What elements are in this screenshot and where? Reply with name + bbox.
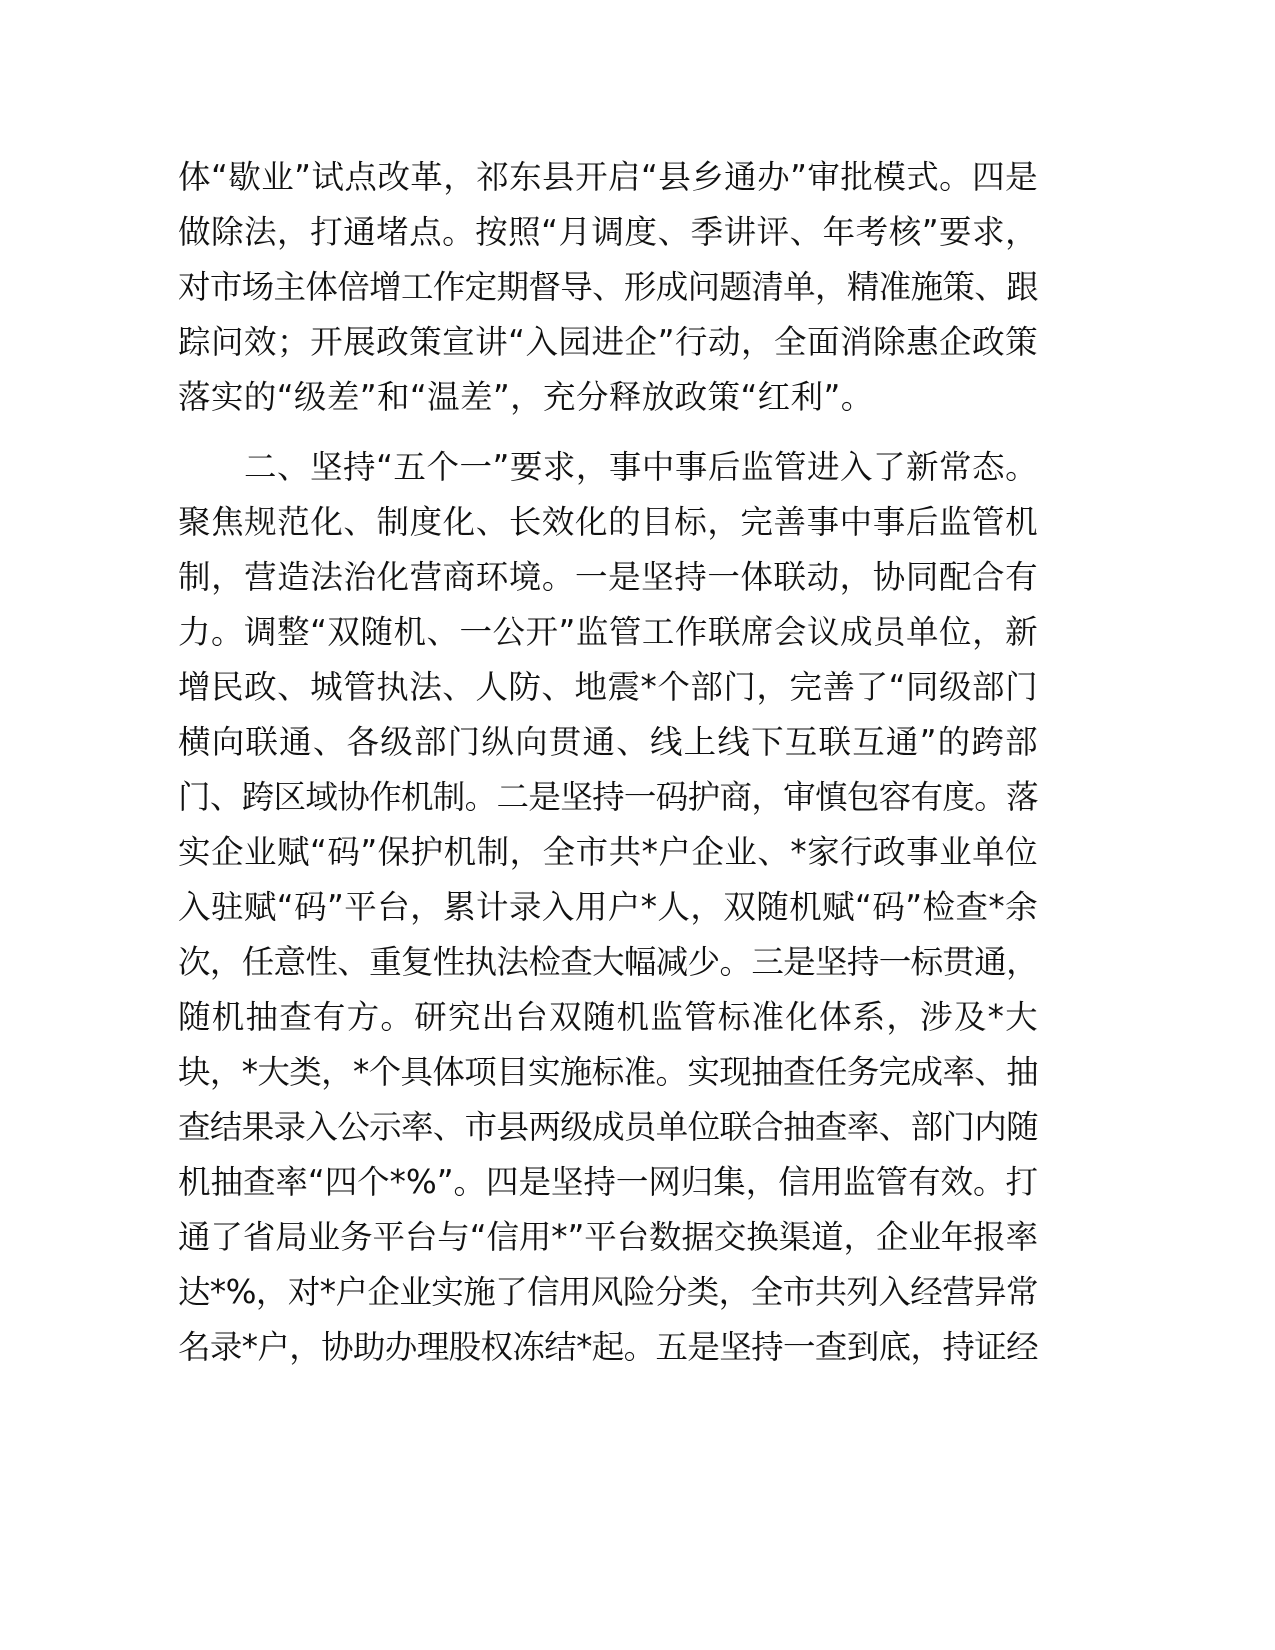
paragraph-2-line: 制，营造法治化营商环境。一是坚持一体联动，协同配合有 [178, 558, 1038, 596]
paragraph-2-line: 聚焦规范化、制度化、长效化的目标，完善事中事后监管机 [178, 503, 1038, 541]
paragraph-2-line: 查结果录入公示率、市县两级成员单位联合抽查率、部门内随 [178, 1108, 1038, 1146]
paragraph-2-line: 达*%，对*户企业实施了信用风险分类，全市共列入经营异常 [178, 1273, 1038, 1311]
paragraph-1-line: 落实的“级差”和“温差”，充分释放政策“红利”。 [178, 378, 874, 416]
paragraph-2-line: 横向联通、各级部门纵向贯通、线上线下互联互通”的跨部 [178, 723, 1038, 761]
paragraph-1-line: 体“歇业”试点改革，祁东县开启“县乡通办”审批模式。四是 [178, 158, 1038, 196]
paragraph-2-line: 机抽查率“四个*%”。四是坚持一网归集，信用监管有效。打 [178, 1163, 1038, 1201]
paragraph-2-line: 入驻赋“码”平台，累计录入用户*人，双随机赋“码”检查*余 [178, 888, 1038, 926]
paragraph-1-line: 踪问效；开展政策宣讲“入园进企”行动，全面消除惠企政策 [178, 323, 1038, 361]
paragraph-2-line: 实企业赋“码”保护机制，全市共*户企业、*家行政事业单位 [178, 833, 1038, 871]
paragraph-2-line: 通了省局业务平台与“信用*”平台数据交换渠道，企业年报率 [178, 1218, 1039, 1256]
paragraph-2-line: 次，任意性、重复性执法检查大幅减少。三是坚持一标贯通， [178, 943, 1038, 981]
paragraph-1-line: 做除法，打通堵点。按照“月调度、季讲评、年考核”要求， [178, 213, 1038, 251]
paragraph-2-heading-line: 二、坚持“五个一”要求，事中事后监管进入了新常态。 [244, 448, 1038, 486]
paragraph-1-line: 对市场主体倍增工作定期督导、形成问题清单，精准施策、跟 [178, 268, 1038, 306]
paragraph-2-line: 门、跨区域协作机制。二是坚持一码护商，审慎包容有度。落 [178, 778, 1038, 816]
paragraph-2 [178, 440, 1038, 1375]
paragraph-2-line: 名录*户，协助办理股权冻结*起。五是坚持一查到底，持证经 [178, 1328, 1038, 1366]
paragraph-2-line: 随机抽查有方。研究出台双随机监管标准化体系，涉及*大 [178, 998, 1038, 1036]
paragraph-2-line: 力。调整“双随机、一公开”监管工作联席会议成员单位，新 [178, 613, 1038, 651]
paragraph-1 [178, 150, 1038, 425]
paragraph-2-line: 增民政、城管执法、人防、地震*个部门，完善了“同级部门 [178, 668, 1038, 706]
paragraph-2-line: 块，*大类，*个具体项目实施标准。实现抽查任务完成率、抽 [178, 1053, 1038, 1091]
